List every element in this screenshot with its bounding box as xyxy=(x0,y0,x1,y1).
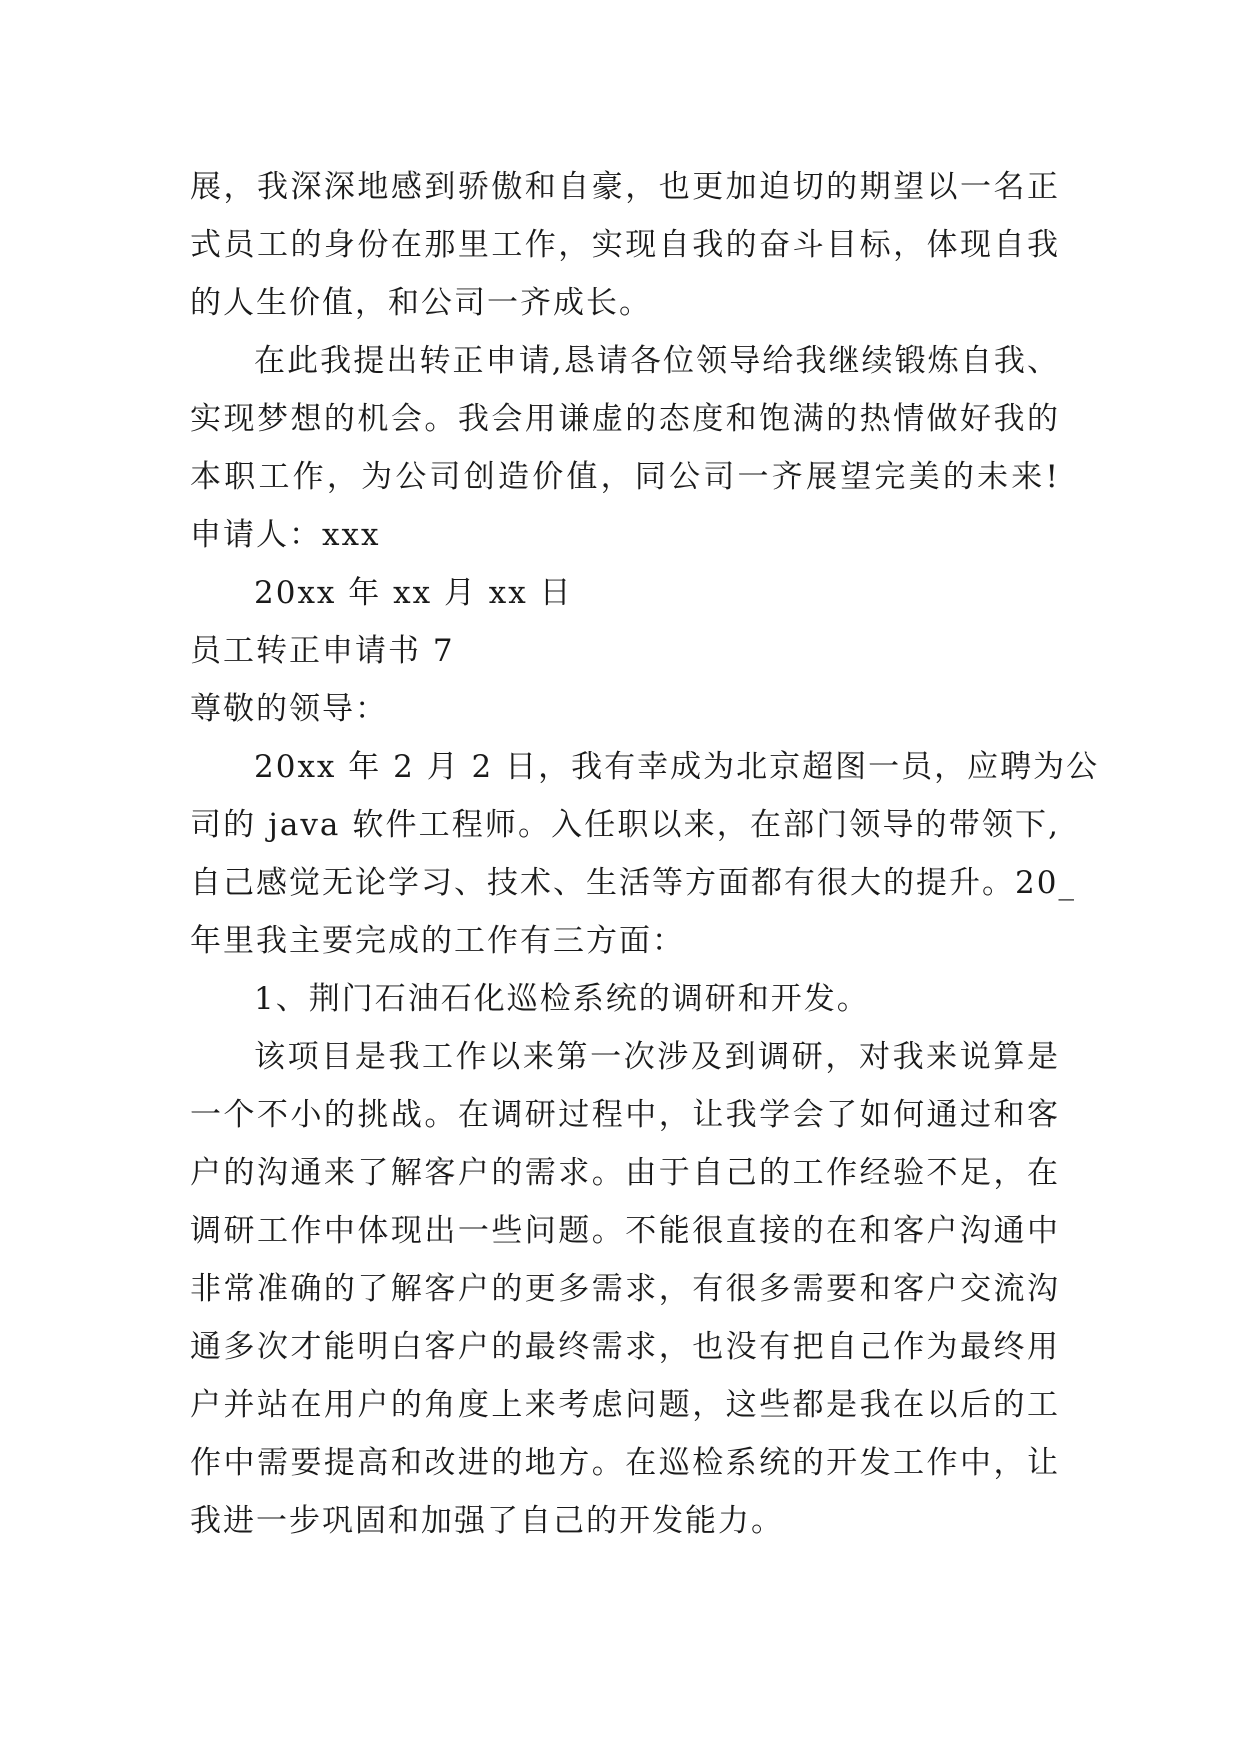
document-body xyxy=(190,158,1100,1550)
text-line: 20xx 年 xx 月 xx 日 xyxy=(254,575,573,611)
text-line: 我进一步巩固和加强了自己的开发能力。 xyxy=(190,1503,784,1539)
text-line: 户并站在用户的角度上来考虑问题，这些都是我在以后的工 xyxy=(190,1387,1060,1423)
text-line: 员工转正申请书 7 xyxy=(190,633,455,669)
text-line: 实现梦想的机会。我会用谦虚的态度和饱满的热情做好我的 xyxy=(190,401,1060,437)
text-line: 本职工作，为公司创造价值，同公司一齐展望完美的未来! xyxy=(190,459,1060,495)
text-line: 20xx 年 2 月 2 日，我有幸成为北京超图一员，应聘为公 xyxy=(254,749,1100,785)
text-line: 尊敬的领导： xyxy=(190,691,388,727)
text-line: 展，我深深地感到骄傲和自豪，也更加迫切的期望以一名正 xyxy=(190,169,1060,205)
text-line: 式员工的身份在那里工作，实现自我的奋斗目标，体现自我 xyxy=(190,227,1060,263)
text-line: 申请人：xxx xyxy=(190,517,381,553)
text-line: 自己感觉无论学习、技术、生活等方面都有很大的提升。20_ xyxy=(190,865,1076,901)
text-line: 在此我提出转正申请,恳请各位领导给我继续锻炼自我、 xyxy=(254,343,1060,379)
text-line: 1、荆门石油石化巡检系统的调研和开发。 xyxy=(254,981,870,1017)
text-line: 作中需要提高和改进的地方。在巡检系统的开发工作中，让 xyxy=(190,1445,1060,1481)
text-line: 一个不小的挑战。在调研过程中，让我学会了如何通过和客 xyxy=(190,1097,1060,1133)
text-line: 户的沟通来了解客户的需求。由于自己的工作经验不足，在 xyxy=(190,1155,1060,1191)
text-line: 调研工作中体现出一些问题。不能很直接的在和客户沟通中 xyxy=(190,1213,1060,1249)
text-line: 年里我主要完成的工作有三方面： xyxy=(190,923,685,959)
text-line: 非常准确的了解客户的更多需求，有很多需要和客户交流沟 xyxy=(190,1271,1060,1307)
text-line: 该项目是我工作以来第一次涉及到调研，对我来说算是 xyxy=(254,1039,1060,1075)
text-line: 的人生价值，和公司一齐成长。 xyxy=(190,285,652,321)
text-line: 通多次才能明白客户的最终需求，也没有把自己作为最终用 xyxy=(190,1329,1060,1365)
text-line: 司的 java 软件工程师。入任职以来，在部门领导的带领下, xyxy=(190,807,1060,843)
